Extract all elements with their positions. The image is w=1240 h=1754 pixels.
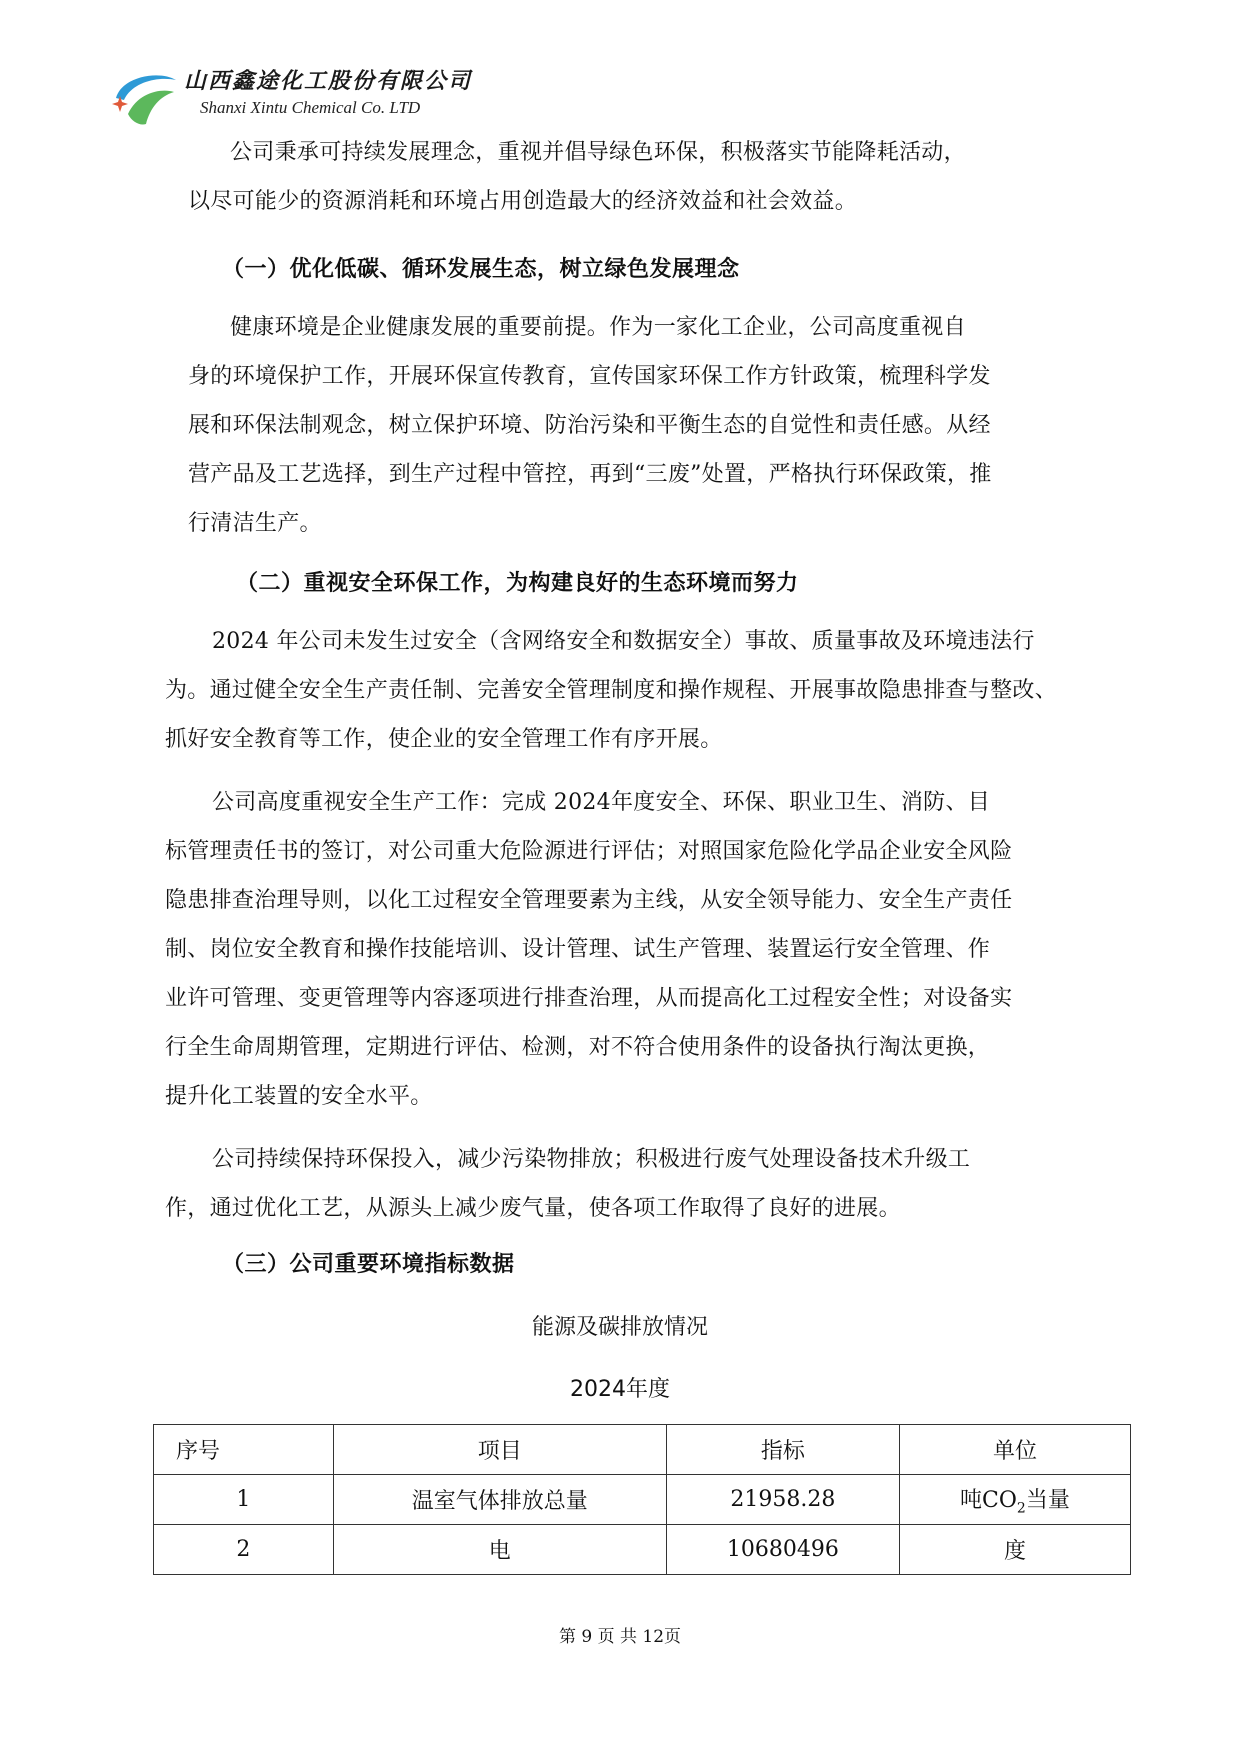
section-2-para-2-line: 标管理责任书的签订，对公司重大危险源进行评估；对照国家危险化学品企业安全风险	[165, 839, 1013, 864]
section-2-para-2-line: 公司高度重视安全生产工作：完成 2024年度安全、环保、职业卫生、消防、目	[212, 790, 991, 815]
section-2-heading: （二）重视安全环保工作，为构建良好的生态环境而努力	[236, 571, 799, 596]
section-1-line: 身的环境保护工作，开展环保宣传教育，宣传国家环保工作方针政策，梳理科学发	[188, 364, 991, 389]
table-year: 2024年度	[570, 1377, 670, 1402]
table-cell-unit	[899, 1525, 1130, 1575]
company-logo-icon	[110, 68, 180, 130]
table-cell-unit	[899, 1475, 1130, 1525]
table-header-cell: 项目	[333, 1425, 666, 1475]
unit-subscript: 2	[1016, 1500, 1026, 1517]
unit-suffix: 当量	[1025, 1487, 1070, 1513]
section-2-para-2-line: 隐患排查治理导则，以化工过程安全管理要素为主线，从安全领导能力、安全生产责任	[165, 888, 1013, 913]
section-2-para-3-line: 公司持续保持环保投入，减少污染物排放；积极进行废气处理设备技术升级工	[212, 1147, 971, 1172]
table-header-cell: 指标	[666, 1425, 899, 1475]
table-header-cell: 序号	[154, 1425, 334, 1475]
table-cell-item: 电	[333, 1525, 666, 1575]
section-1-heading: （一）优化低碳、循环发展生态，树立绿色发展理念	[222, 257, 740, 282]
section-2-para-2-line: 制、岗位安全教育和操作技能培训、设计管理、试生产管理、装置运行安全管理、作	[165, 937, 991, 962]
unit-text: 吨CO	[960, 1487, 1017, 1513]
company-name-cn: 山西鑫途化工股份有限公司	[184, 68, 473, 94]
table-cell-value: 10680496	[666, 1525, 899, 1575]
section-2-para-2-line: 提升化工装置的安全水平。	[165, 1084, 433, 1109]
section-2-para-1-line: 为。通过健全安全生产责任制、完善安全管理制度和操作规程、开展事故隐患排查与整改、	[165, 678, 1058, 703]
section-2-para-3-line: 作，通过优化工艺，从源头上减少废气量，使各项工作取得了良好的进展。	[165, 1196, 901, 1221]
table-cell-item: 温室气体排放总量	[333, 1475, 666, 1525]
unit-text: 度	[1003, 1539, 1026, 1564]
table-cell-no: 1	[154, 1475, 334, 1525]
section-3-heading: （三）公司重要环境指标数据	[222, 1252, 515, 1277]
intro-line-2: 以尽可能少的资源消耗和环境占用创造最大的经济效益和社会效益。	[188, 189, 858, 214]
section-2-para-2-line: 业许可管理、变更管理等内容逐项进行排查治理，从而提高化工过程安全性；对设备实	[165, 986, 1013, 1011]
letterhead	[110, 64, 530, 134]
section-1-line: 行清洁生产。	[188, 511, 322, 536]
table-row	[154, 1525, 1131, 1575]
table-header-row	[154, 1425, 1131, 1475]
table-cell-value: 21958.28	[666, 1475, 899, 1525]
intro-line-1: 公司秉承可持续发展理念，重视并倡导绿色环保，积极落实节能降耗活动，	[230, 140, 966, 165]
table-header-cell: 单位	[899, 1425, 1130, 1475]
table-row	[154, 1475, 1131, 1525]
section-2-para-1-line: 2024 年公司未发生过安全（含网络安全和数据安全）事故、质量事故及环境违法行	[212, 629, 1035, 654]
section-1-line: 展和环保法制观念，树立保护环境、防治污染和平衡生态的自觉性和责任感。从经	[188, 413, 991, 438]
section-2-para-2-line: 行全生命周期管理，定期进行评估、检测，对不符合使用条件的设备执行淘汰更换，	[165, 1035, 991, 1060]
table-cell-no: 2	[154, 1525, 334, 1575]
company-name-en: Shanxi Xintu Chemical Co. LTD	[200, 98, 421, 117]
energy-carbon-table	[153, 1424, 1131, 1575]
section-1-line: 营产品及工艺选择，到生产过程中管控，再到“三废”处置，严格执行环保政策，推	[188, 462, 992, 487]
table-title: 能源及碳排放情况	[531, 1315, 708, 1340]
section-1-line: 健康环境是企业健康发展的重要前提。作为一家化工企业，公司高度重视自	[230, 315, 966, 340]
page-footer: 第 9 页 共 12页	[558, 1627, 682, 1647]
section-2-para-1-line: 抓好安全教育等工作，使企业的安全管理工作有序开展。	[165, 727, 723, 752]
